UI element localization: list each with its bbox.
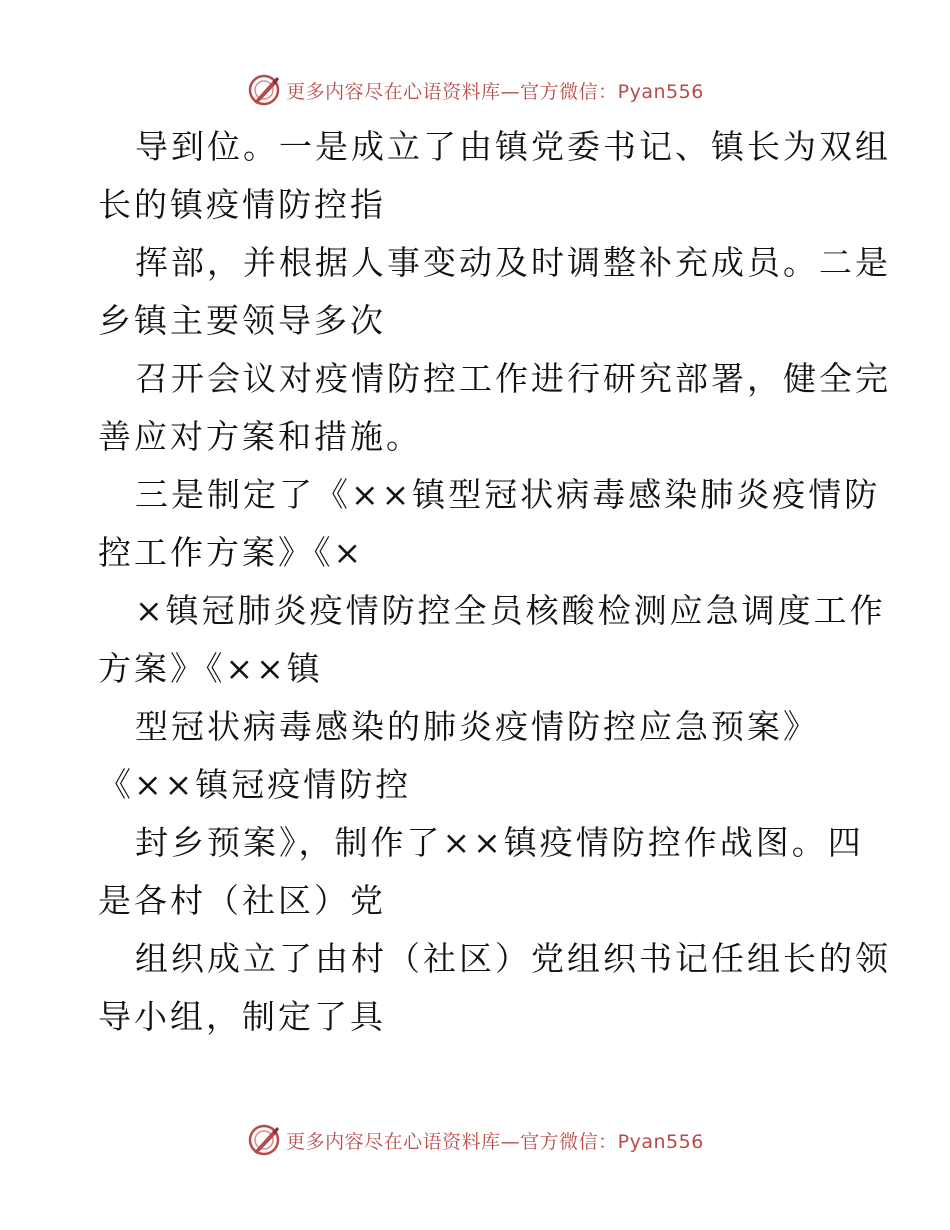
paragraph-line: 召开会议对疫情防控工作进行研究部署，健全完 — [135, 359, 891, 398]
paragraph-line: 导到位。一是成立了由镇党委书记、镇长为双组 — [135, 127, 891, 166]
paragraph — [98, 234, 891, 350]
paragraph-line: 乡镇主要领导多次 — [98, 301, 386, 340]
paragraph — [98, 118, 891, 234]
header-watermark — [0, 70, 950, 110]
paragraph-line: 组织成立了由村（社区）党组织书记任组长的领 — [135, 939, 891, 978]
paragraph-line: 方案》《××镇 — [98, 649, 323, 688]
paragraph-line: 善应对方案和措施。 — [98, 417, 422, 456]
paragraph-line: ×镇冠肺炎疫情防控全员核酸检测应急调度工作 — [135, 591, 886, 630]
pen-logo-icon — [246, 72, 282, 108]
paragraph-line: 三是制定了《××镇型冠状病毒感染肺炎疫情防 — [135, 475, 881, 514]
paragraph-line: 导小组，制定了具 — [98, 997, 386, 1036]
paragraph — [98, 350, 891, 466]
paragraph — [98, 466, 881, 582]
watermark-text: 更多内容尽在心语资料库—官方微信：Pyan556 — [286, 1130, 704, 1153]
pen-logo-icon — [246, 1122, 282, 1158]
paragraph-line: 是各村（社区）党 — [98, 881, 386, 920]
paragraph-line: 《××镇冠疫情防控 — [98, 765, 412, 804]
paragraph-line: 长的镇疫情防控指 — [98, 185, 386, 224]
footer-watermark — [0, 1120, 950, 1160]
paragraph — [98, 930, 891, 1046]
paragraph — [98, 582, 886, 698]
document-body — [98, 118, 891, 1046]
paragraph — [98, 698, 858, 814]
watermark-text: 更多内容尽在心语资料库—官方微信：Pyan556 — [286, 80, 704, 103]
paragraph-line: 型冠状病毒感染的肺炎疫情防控应急预案》 — [135, 707, 819, 746]
paragraph-line: 控工作方案》《× — [98, 533, 365, 572]
paragraph-line: 封乡预案》，制作了××镇疫情防控作战图。四 — [135, 823, 864, 862]
paragraph — [98, 814, 864, 930]
paragraph-line: 挥部，并根据人事变动及时调整补充成员。二是 — [135, 243, 891, 282]
